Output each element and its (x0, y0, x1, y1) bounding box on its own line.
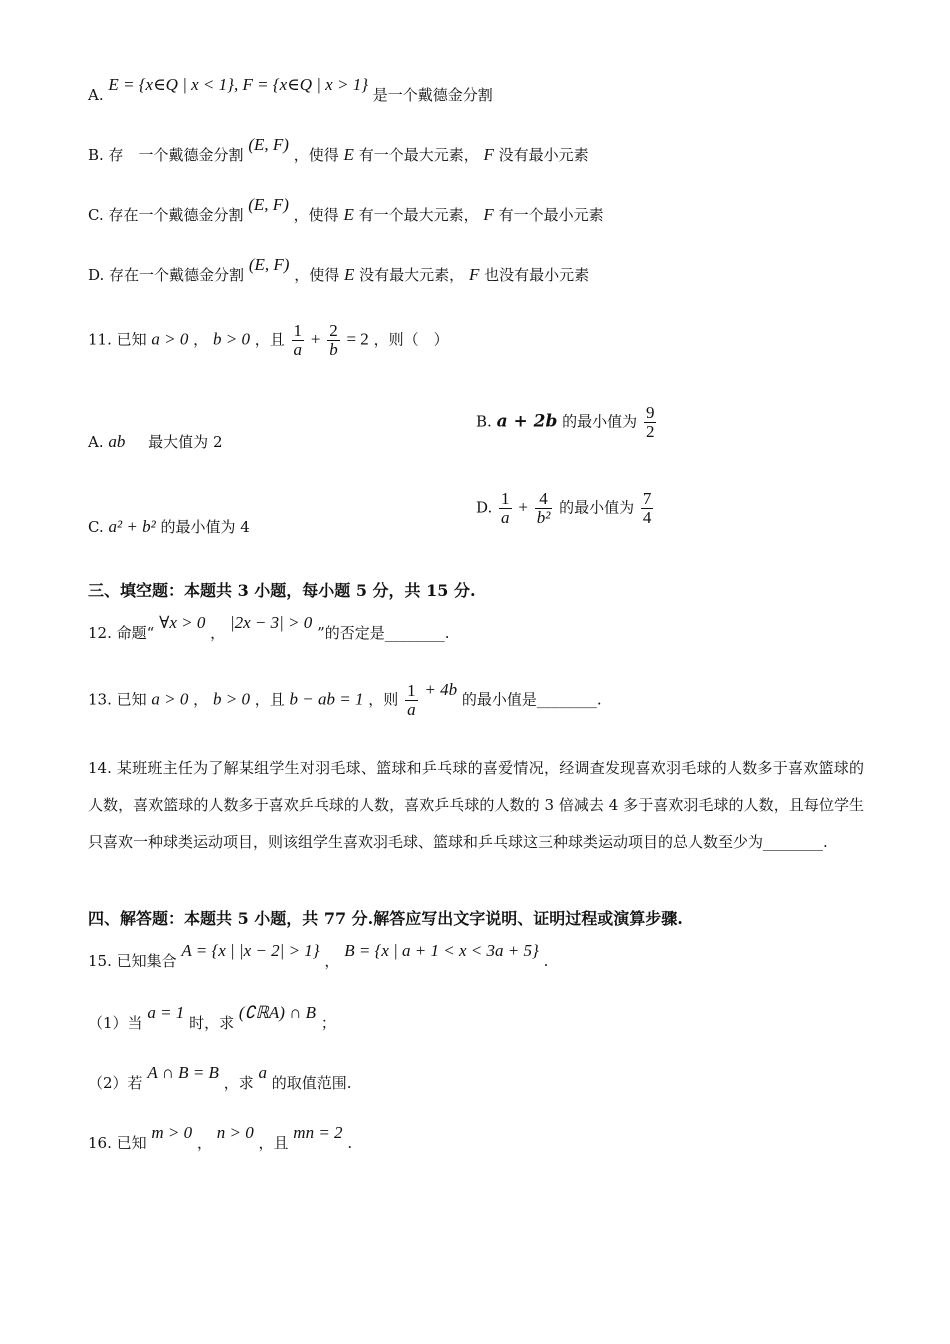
math: b − ab = 1 (289, 689, 364, 709)
math: n > 0 (216, 1123, 254, 1142)
math: ab (108, 432, 126, 451)
text: （1）当 (88, 1014, 143, 1032)
text: ，且 (254, 330, 285, 349)
math: (∁ℝA) ∩ B (238, 1003, 317, 1022)
q11-option-c (88, 516, 250, 537)
q14-paragraph: 14. 某班班主任为了解某组学生对羽毛球、篮球和乒乓球的喜爱情况，经调查发现喜欢羽毛球的人数多于喜欢篮球的人数，喜欢篮球的人数多于喜欢乒乓球的人数，喜欢乒乓球的人数的 3 倍减去 4 多于喜欢羽毛球的人数，且每位学生只喜欢一种球类运动项目，则该组学生喜欢羽毛球、篮球和乒乓球这三种球类运动项目的总人数至少为________. (88, 759, 864, 851)
numerator: 7 (642, 489, 652, 508)
q16-stem (88, 1123, 353, 1153)
text: ， (196, 1134, 212, 1152)
text: 13. 已知 (88, 690, 147, 709)
denominator: 2 (645, 422, 655, 441)
text: ， (193, 690, 209, 709)
text: 的最小值为 4 (160, 518, 250, 536)
math: = 2 (346, 329, 369, 349)
math: b > 0 (212, 329, 250, 349)
text: ，且 (254, 690, 285, 709)
denominator: b² (536, 508, 551, 527)
text: 12. 命题“ (88, 624, 155, 642)
var-e: E (343, 265, 355, 284)
math: + 4b (424, 679, 458, 699)
text: ， (210, 624, 226, 642)
text: 也没有最小元素 (484, 266, 590, 284)
text: 15. 已知集合 (88, 952, 177, 970)
math: a > 0 (151, 689, 189, 709)
denominator: a (407, 700, 416, 719)
math: a² + b² (108, 517, 156, 536)
fraction (644, 404, 657, 441)
numerator: 2 (329, 321, 338, 340)
var-f: F (483, 145, 494, 164)
q15-stem (88, 941, 549, 971)
pair-ef: (E, F) (248, 255, 290, 274)
pair-ef: (E, F) (248, 195, 289, 214)
text: 16. 已知 (88, 1134, 147, 1152)
option-label: D. (476, 498, 493, 517)
numerator: 4 (539, 489, 548, 508)
denominator: b (329, 340, 338, 359)
var-e: E (343, 145, 354, 164)
text: 没有最小元素 (498, 146, 589, 164)
q13 (88, 679, 602, 719)
fraction (499, 490, 512, 527)
math: b > 0 (212, 689, 250, 709)
fraction (405, 682, 418, 719)
text: 最大值为 2 (148, 433, 223, 451)
fraction (535, 490, 553, 527)
numerator: 1 (501, 489, 510, 508)
pair-ef: (E, F) (248, 135, 289, 154)
q12 (88, 613, 450, 643)
numerator: 1 (407, 681, 416, 700)
var-f: F (483, 205, 494, 224)
fraction (641, 490, 654, 527)
numerator: 1 (293, 321, 303, 340)
q10-option-a (88, 75, 493, 105)
text: 的最小值是________. (461, 690, 602, 709)
text: ， (193, 330, 209, 349)
q11-stem (88, 322, 449, 359)
math: a (258, 1063, 268, 1082)
text: ，则 (368, 690, 399, 709)
math: A ∩ B = B (147, 1063, 219, 1082)
text: 有一个最小元素 (498, 206, 604, 224)
denominator: 4 (642, 508, 652, 527)
denominator: a (501, 508, 510, 527)
q11-option-b (476, 404, 658, 441)
text: ，使得 (293, 206, 339, 224)
text: 的取值范围. (271, 1074, 352, 1092)
math: a + 2b (496, 411, 558, 432)
var-e: E (343, 205, 354, 224)
text: ，使得 (294, 266, 340, 284)
text: ”的否定是________. (317, 624, 450, 642)
text: ，则（ ） (373, 330, 449, 349)
math: mn = 2 (293, 1123, 343, 1142)
text: 有一个最大元素， (358, 206, 479, 224)
q11-option-a (88, 431, 222, 452)
math: a > 0 (151, 329, 189, 349)
text: 的最小值为 (559, 498, 635, 517)
section-3-heading: 三、填空题：本题共 3 小题，每小题 5 分，共 15 分. (88, 581, 476, 600)
text: ，求 (223, 1074, 254, 1092)
section-4-heading: 四、解答题：本题共 5 小题，共 77 分.解答应写出文字说明、证明过程或演算步骤. (88, 909, 683, 928)
text: . (347, 1134, 353, 1152)
q10-option-b (88, 135, 589, 165)
numerator: 9 (645, 403, 655, 422)
fraction (327, 322, 340, 359)
math: + (518, 497, 528, 517)
q11-option-d (476, 490, 655, 527)
text: ； (320, 1014, 336, 1032)
q15-part-2 (88, 1063, 352, 1093)
text: （2）若 (88, 1074, 143, 1092)
option-label: B. 存 一个戴德金分割 (88, 146, 244, 164)
math: + (310, 329, 321, 349)
text: 没有最大元素， (359, 266, 465, 284)
text: ，且 (258, 1134, 289, 1152)
text: ，使得 (293, 146, 339, 164)
math: |2x − 3| > 0 (229, 613, 313, 632)
question-number: 11. 已知 (88, 330, 147, 349)
math: ∀x > 0 (159, 613, 206, 632)
option-label: A. (88, 86, 104, 104)
q10-option-a-text: 是一个戴德金分割 (372, 86, 493, 104)
q10-option-c (88, 195, 604, 225)
q10-option-d (88, 255, 590, 285)
q15-part-1 (88, 1003, 336, 1033)
option-label: C. (88, 518, 104, 536)
option-label: A. (88, 433, 104, 451)
text: . (543, 952, 549, 970)
math: A = {x | |x − 2| > 1} (181, 941, 320, 960)
math: B = {x | a + 1 < x < 3a + 5} (344, 941, 539, 960)
math: a = 1 (147, 1003, 185, 1022)
text: 时，求 (189, 1014, 235, 1032)
math: m > 0 (151, 1123, 193, 1142)
denominator: a (293, 340, 303, 359)
var-f: F (468, 265, 480, 284)
text: 的最小值为 (562, 412, 638, 431)
q10-option-a-math: E = {x∈Q | x < 1}, F = {x∈Q | x > 1} (108, 75, 368, 94)
option-label: D. 存在一个戴德金分割 (88, 266, 245, 284)
fraction (292, 322, 305, 359)
option-label: B. (476, 412, 492, 431)
text: 有一个最大元素， (358, 146, 479, 164)
option-label: C. 存在一个戴德金分割 (88, 206, 244, 224)
text: ， (324, 952, 340, 970)
